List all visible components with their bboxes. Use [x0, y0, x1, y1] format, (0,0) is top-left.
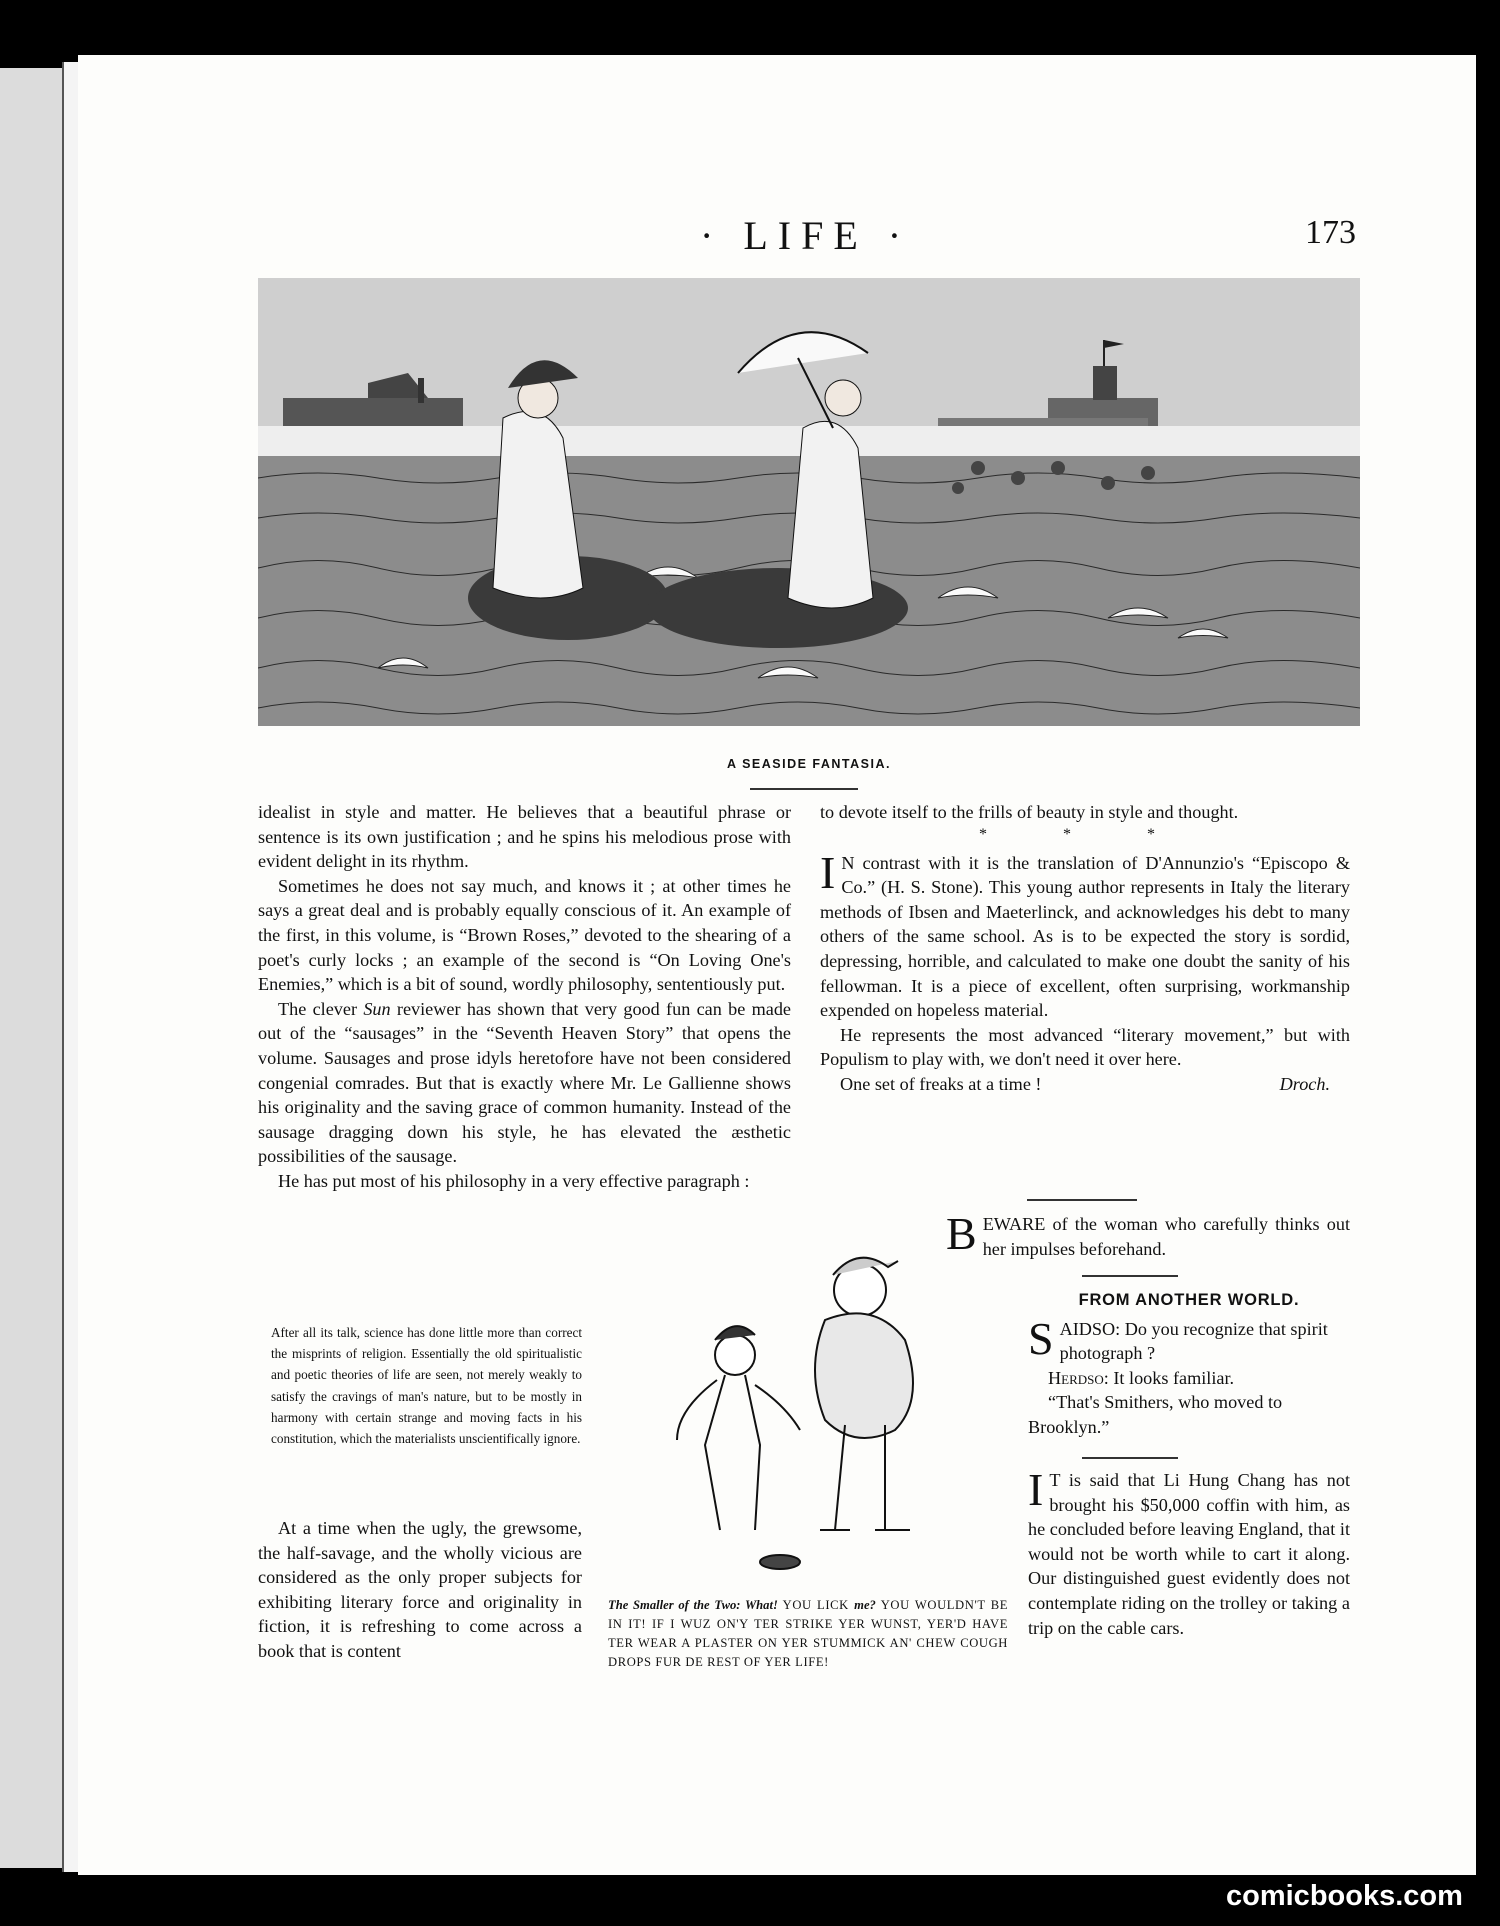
seaside-fantasia-illustration: [258, 278, 1360, 726]
sun-reference: Sun: [363, 998, 391, 1019]
quote-text: After all its talk, science has done little more than correct the misprints of religion. Essentially the old spiritualistic and poetic theories of life are seen, not merely weakly to satisfy the cravings of man's nature, but to be mostly in harmony with certain strange and moving facts in his constitution, which the materialists unscientifically ignore.: [271, 1325, 582, 1447]
col1-paragraph-4: He has put most of his philosophy in a very effective paragraph :: [278, 1170, 750, 1191]
illustration-caption: A SEASIDE FANTASIA.: [727, 757, 891, 771]
beware-text: [946, 1208, 1350, 1261]
page-number: 173: [1305, 214, 1356, 251]
cartoon-caption: [608, 1596, 1008, 1672]
col2-p4-text: One set of freaks at a time !: [840, 1073, 1042, 1094]
smithers-line: “That's Smithers, who moved to Brooklyn.”: [1028, 1392, 1283, 1437]
column-2: [820, 800, 1350, 1097]
philosophy-quote: [271, 1322, 582, 1449]
col1-p3-start: The clever: [278, 998, 364, 1019]
cartoon-caption-text-a: YOU LICK: [782, 1598, 855, 1612]
page-gutter: [62, 62, 78, 1872]
another-world-item: [1028, 1288, 1350, 1440]
col1-paragraph-5: At a time when the ugly, the grewsome, the half-savage, and the wholly vicious are considered as the only proper subjects for exhibiting literary force and originality in fiction, it is refreshing to come across a book that is content: [258, 1518, 582, 1661]
drop-cap-i-2: I: [1028, 1464, 1044, 1515]
drop-cap-i: I: [820, 846, 836, 898]
divider-rule-1: [1027, 1199, 1137, 1201]
saidso-name: AIDSO: [1059, 1318, 1116, 1339]
drop-cap-b: B: [946, 1208, 977, 1259]
facing-page-edge: [0, 68, 66, 1868]
caption-rule: [750, 788, 858, 790]
herdso-text: : It looks familiar.: [1103, 1367, 1235, 1388]
column-1: [258, 800, 791, 1194]
cartoon-caption-me: me?: [854, 1598, 876, 1612]
li-hung-chang-item: [1028, 1464, 1350, 1640]
col2-paragraph-1: to devote itself to the frills of beauty in style and thought.: [820, 802, 1239, 822]
cartoon-caption-text-b: YOU WOULDN'T BE IN IT! IF I WUZ ON'Y TER STRIKE YER WUNST, YER'D HAVE TER WEAR A PLASTER ON YER STUMMICK AN' CHEW COUGH DROPS FUR DE REST OF YER LIFE!: [608, 1598, 1009, 1669]
divider-rule-3: [1082, 1457, 1178, 1459]
column-1-bottom: [258, 1516, 582, 1664]
col2-paragraph-4: [820, 1072, 1350, 1097]
saidso-text: : Do you recognize that spirit photograph ?: [1059, 1318, 1328, 1364]
droch-signature: Droch.: [1279, 1073, 1330, 1094]
herdso-line: [1028, 1366, 1350, 1391]
col1-paragraph-3: [258, 997, 791, 1169]
col2-paragraph-2: [820, 846, 1350, 1023]
li-hung-body: T is said that Li Hung Chang has not brought his $50,000 coffin with him, as he concluded before leaving England, that it would not be worth while to cart it along. Our distinguished guest evidently does not contemplate riding on the trolley or taking a trip on the cable cars.: [1028, 1470, 1350, 1638]
another-world-heading: FROM ANOTHER WORLD.: [1078, 1291, 1300, 1309]
li-hung-text: [1028, 1464, 1350, 1640]
divider-rule-2: [1082, 1275, 1178, 1277]
cartoon-caption-speaker: The Smaller of the Two: What!: [608, 1598, 783, 1612]
col2-p2-text: N contrast with it is the translation of D'Annunzio's “Episcopo & Co.” (H. S. Stone). This young author represents in Italy the literary methods of Ibsen and Maeterlinck, and acknowledges his debt to many others of the same school. As is to be expected the story is sordid, depressing, horrible, and calculated to make one doubt the sanity of his fellowman. It is a piece of excellent, often surprising, workmanship expended on hopeless material.: [820, 852, 1350, 1021]
beware-body: EWARE of the woman who carefully thinks out her impulses beforehand.: [982, 1214, 1350, 1259]
col1-paragraph-2: Sometimes he does not say much, and knows it ; at other times he says a great deal and is probably equally conscious of it. An example of the first, in this volume, is “Brown Roses,” devoted to the shearing of a poet's curly locks ; an example of the second is “On Loving One's Enemies,” which is a bit of sound, wordly philosophy, sententiously put.: [258, 875, 791, 995]
section-stars: * * *: [979, 825, 1191, 843]
herdso-name: Herdso: [1048, 1367, 1104, 1388]
col2-paragraph-3: He represents the most advanced “literary movement,” but with Populism to play with, we don't need it over here.: [820, 1024, 1350, 1070]
beware-item: [946, 1208, 1350, 1261]
two-boys-cartoon: [605, 1240, 1005, 1570]
masthead-title: · LIFE ·: [700, 213, 912, 258]
site-watermark: comicbooks.com: [1226, 1880, 1463, 1912]
drop-cap-s: S: [1028, 1312, 1054, 1364]
saidso-line: [1028, 1312, 1350, 1366]
col1-paragraph-1: idealist in style and matter. He believes that a beautiful phrase or sentence is its own justification ; and he spins his melodious prose with evident delight in its rhythm.: [258, 802, 791, 872]
col1-p3-rest: reviewer has shown that very good fun can be made out of the “sausages” in the “Seventh Heaven Story” that opens the volume. Sausages and prose idyls heretofore have not been considered congenial comrades. But that is exactly where Mr. Le Gallienne shows his originality and the saving grace of common humanity. Instead of the sausage dragging down his style, he has elevated the æsthetic possibilities of the sausage.: [258, 998, 791, 1167]
